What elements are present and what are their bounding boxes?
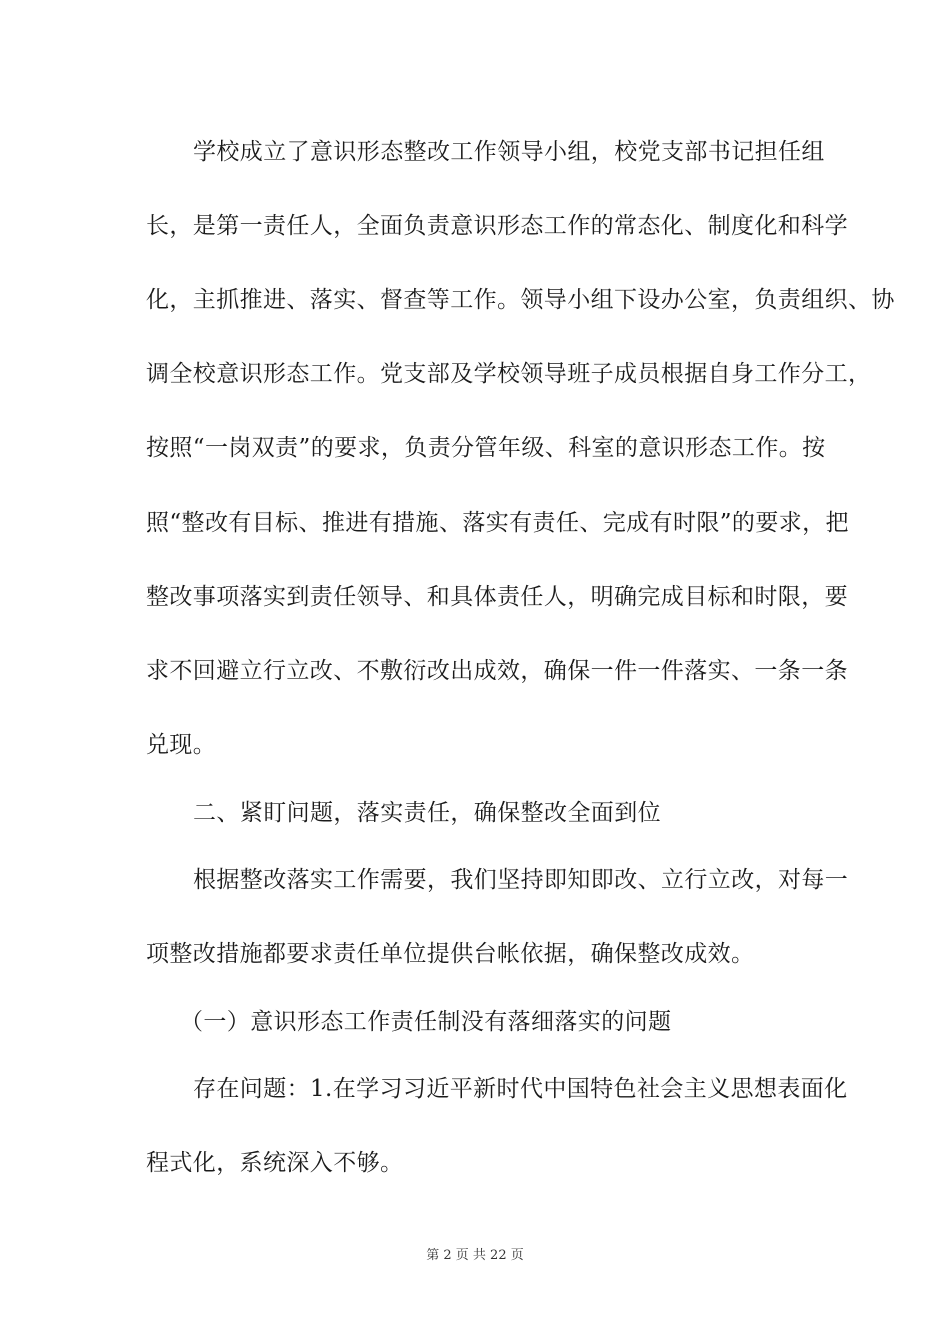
paragraph-line-5: 按照“一岗双责”的要求，负责分管年级、科室的意识形态工作。按 xyxy=(146,435,826,461)
paragraph-line-8: 求不回避立行立改、不敷衍改出成效，确保一件一件落实、一条一条 xyxy=(146,658,848,684)
paragraph-line-10: 根据整改落实工作需要，我们坚持即知即改、立行立改，对每一 xyxy=(193,867,849,893)
paragraph-line-6: 照“整改有目标、推进有措施、落实有责任、完成有时限”的要求，把 xyxy=(146,510,849,536)
paragraph-line-7: 整改事项落实到责任领导、和具体责任人，明确完成目标和时限，要 xyxy=(146,584,848,610)
paragraph-line-3: 化，主抓推进、落实、督查等工作。领导小组下设办公室，负责组织、协 xyxy=(146,287,895,313)
paragraph-line-1: 学校成立了意识形态整改工作领导小组，校党支部书记担任组 xyxy=(193,139,825,165)
subsection-heading: （一）意识形态工作责任制没有落细落实的问题 xyxy=(180,1009,672,1035)
paragraph-line-9: 兑现。 xyxy=(146,732,217,758)
paragraph-line-2: 长，是第一责任人，全面负责意识形态工作的常态化、制度化和科学 xyxy=(146,213,848,239)
paragraph-line-4: 调全校意识形态工作。党支部及学校领导班子成员根据自身工作分工， xyxy=(146,361,872,387)
paragraph-line-13: 程式化，系统深入不够。 xyxy=(146,1150,404,1176)
section-heading: 二、紧盯问题，落实责任，确保整改全面到位 xyxy=(193,800,661,826)
paragraph-line-12: 存在问题：1.在学习习近平新时代中国特色社会主义思想表面化 xyxy=(193,1076,848,1102)
paragraph-line-11: 项整改措施都要求责任单位提供台帐依据，确保整改成效。 xyxy=(146,941,755,967)
page-number-footer: 第 2 页 共 22 页 xyxy=(426,1248,524,1263)
